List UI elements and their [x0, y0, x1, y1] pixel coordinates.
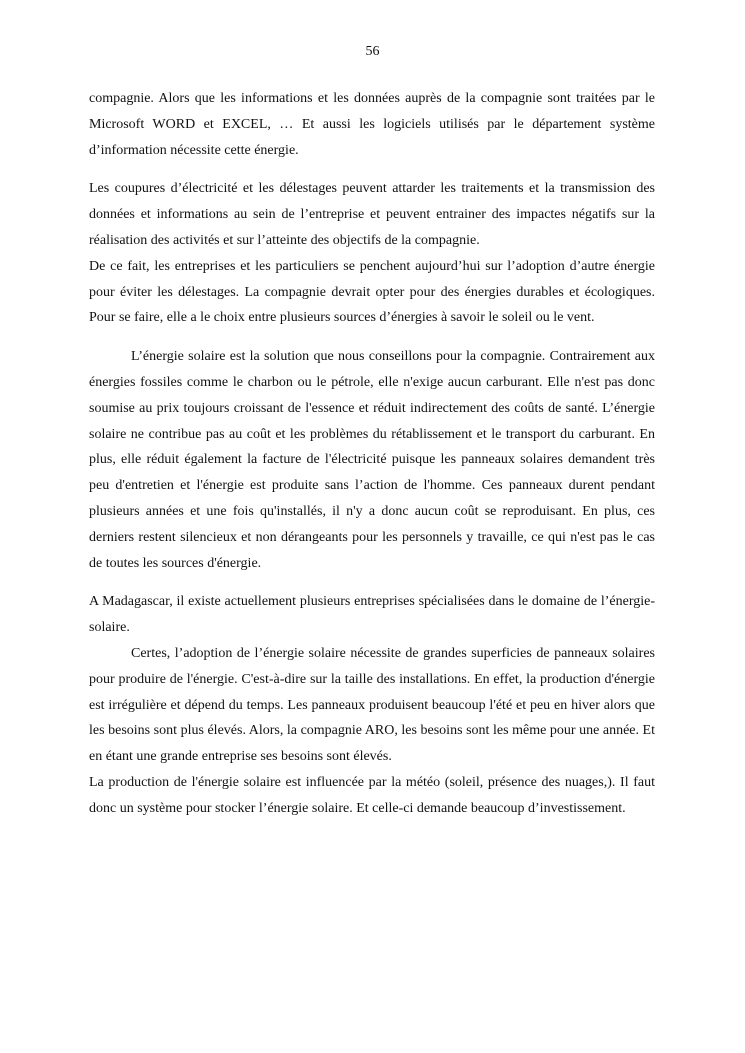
paragraph-constraints: Certes, l’adoption de l’énergie solaire nécessite de grandes superficies de panneaux solaires pour produire de l'énergie. C'est-à-dire sur la taille des installations. En effet, la production d'énergie est irrégulière et dépend du temps. Les panneaux produisent beaucoup l'été et peu en hiver alors que les besoins sont plus élevés. Alors, la compagnie ARO, les besoins sont les même pour une année. Et en étant une grande entreprise ses besoins sont élevés.: [89, 645, 655, 765]
paragraph-storage: La production de l'énergie solaire est influencée par la météo (soleil, présence des nuages,). Il faut donc un système pour stocker l’énergie solaire. Et celle-ci demande beaucoup d’investissement.: [89, 774, 655, 816]
body-text: [89, 86, 655, 822]
paragraph-power-cuts: Les coupures d’électricité et les délestages peuvent attarder les traitements et la transmission des données et informations au sein de l’entreprise et peuvent entrainer des impactes négatifs sur la réalisation des activités et sur l’atteinte des objectifs de la compagnie.: [89, 181, 655, 248]
paragraph-madagascar: A Madagascar, il existe actuellement plusieurs entreprises spécialisées dans le domaine de l’énergie-solaire.: [89, 594, 655, 636]
paragraph-solar-recommendation: L’énergie solaire est la solution que nous conseillons pour la compagnie. Contrairement aux énergies fossiles comme le charbon ou le pétrole, elle n'exige aucun carburant. Elle n'est pas donc soumise au prix toujours croissant de l'essence et réduit indirectement des coûts de santé. L’énergie solaire ne contribue pas au coût et les problèmes du rétablissement et le transport du carburant. En plus, elle réduit également la facture de l'électricité puisque les panneaux solaires demandent très peu d'entretien et l'énergie est produite sans l’action de l'homme. Ces panneaux durent pendant plusieurs années et une fois qu'installés, il n'y a donc aucun coût se reproduisant. En plus, ces derniers restent silencieux et non dérangeants pour les personnels y travaille, ce qui n'est pas le cas de toutes les sources d'énergie.: [89, 349, 655, 571]
page-number: 56: [365, 44, 380, 59]
paragraph-intro-continuation: compagnie. Alors que les informations et les données auprès de la compagnie sont traitées par le Microsoft WORD et EXCEL, … Et aussi les logiciels utilisés par le département système d’information nécessite cette énergie.: [89, 91, 655, 158]
paragraph-alternative-energy: De ce fait, les entreprises et les particuliers se penchent aujourd’hui sur l’adoption d’autre énergie pour éviter les délestages. La compagnie devrait opter pour des énergies durables et écologiques. Pour se faire, elle a le choix entre plusieurs sources d’énergies à savoir le soleil ou le vent.: [89, 258, 655, 326]
